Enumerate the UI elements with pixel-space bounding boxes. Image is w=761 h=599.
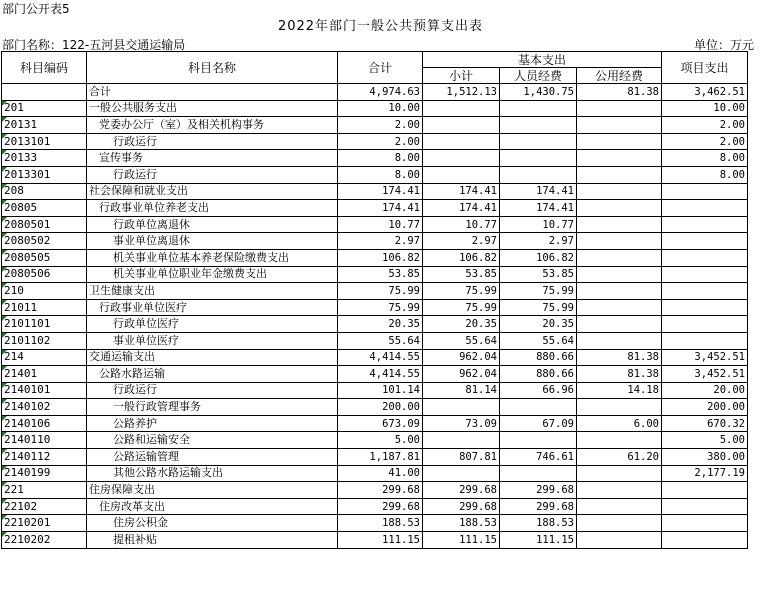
cell-project: 3,452.51 (662, 349, 748, 366)
cell-name: 住房公积金 (87, 515, 338, 532)
cell-code (2, 498, 87, 515)
cell-subtotal: 962.04 (423, 366, 500, 383)
cell-public: 81.38 (577, 366, 662, 383)
cell-total: 5.00 (338, 432, 423, 449)
cell-code-text: 2013301 (4, 167, 51, 181)
cell-marker-icon (2, 333, 7, 338)
cell-marker-icon (2, 515, 7, 520)
cell-code (2, 84, 87, 101)
header-total: 合计 (338, 52, 423, 84)
cell-code (2, 432, 87, 449)
cell-name: 合计 (87, 84, 338, 101)
cell-marker-icon (2, 300, 7, 305)
cell-subtotal (423, 399, 500, 416)
cell-personnel: 20.35 (500, 316, 577, 333)
cell-total: 75.99 (338, 299, 423, 316)
cell-subtotal: 1,512.13 (423, 84, 500, 101)
cell-marker-icon (2, 233, 7, 238)
cell-personnel (500, 100, 577, 117)
cell-marker-icon (2, 350, 7, 355)
table-row (2, 415, 748, 432)
table-row (2, 382, 748, 399)
table-row (2, 498, 748, 515)
cell-public (577, 150, 662, 167)
cell-subtotal: 73.09 (423, 415, 500, 432)
cell-subtotal: 2.97 (423, 233, 500, 250)
header-public: 公用经费 (577, 68, 662, 84)
cell-subtotal: 174.41 (423, 183, 500, 200)
table-row (2, 299, 748, 316)
cell-name: 社会保障和就业支出 (87, 183, 338, 200)
cell-public (577, 283, 662, 300)
cell-total: 55.64 (338, 332, 423, 349)
cell-code (2, 249, 87, 266)
cell-name: 住房保障支出 (87, 482, 338, 499)
table-row (2, 349, 748, 366)
cell-project: 3,462.51 (662, 84, 748, 101)
cell-total: 174.41 (338, 183, 423, 200)
cell-total: 41.00 (338, 465, 423, 482)
cell-name: 事业单位医疗 (87, 332, 338, 349)
table-row (2, 249, 748, 266)
cell-total: 106.82 (338, 249, 423, 266)
cell-subtotal (423, 150, 500, 167)
cell-personnel (500, 117, 577, 134)
cell-name: 提租补贴 (87, 532, 338, 549)
cell-code-text: 21011 (4, 300, 38, 314)
header-code: 科目编码 (2, 52, 87, 84)
cell-project: 380.00 (662, 449, 748, 466)
cell-code (2, 316, 87, 333)
cell-project (662, 183, 748, 200)
cell-public (577, 332, 662, 349)
cell-name: 行政运行 (87, 133, 338, 150)
cell-personnel: 75.99 (500, 283, 577, 300)
cell-code-text: 2080502 (4, 234, 51, 248)
cell-personnel (500, 133, 577, 150)
cell-public: 81.38 (577, 349, 662, 366)
cell-code-text: 2140112 (4, 449, 51, 463)
cell-code-text: 2080506 (4, 267, 51, 281)
cell-name: 住房改革支出 (87, 498, 338, 515)
header-name: 科目名称 (87, 52, 338, 84)
table-row (2, 332, 748, 349)
cell-subtotal: 299.68 (423, 498, 500, 515)
table-row (2, 316, 748, 333)
cell-total: 53.85 (338, 266, 423, 283)
cell-marker-icon (2, 101, 7, 106)
header-project: 项目支出 (662, 52, 748, 84)
table-row (2, 399, 748, 416)
cell-name: 公路和运输安全 (87, 432, 338, 449)
cell-code-text: 2210202 (4, 532, 51, 546)
cell-marker-icon (2, 366, 7, 371)
cell-project (662, 283, 748, 300)
cell-marker-icon (2, 200, 7, 205)
cell-code-text: 210 (4, 283, 24, 297)
table-row (2, 233, 748, 250)
cell-project (662, 482, 748, 499)
cell-public (577, 233, 662, 250)
cell-name: 其他公路水路运输支出 (87, 465, 338, 482)
cell-public (577, 482, 662, 499)
cell-public (577, 316, 662, 333)
cell-personnel: 67.09 (500, 415, 577, 432)
table-row (2, 465, 748, 482)
cell-subtotal: 962.04 (423, 349, 500, 366)
cell-marker-icon (2, 117, 7, 122)
cell-project: 8.00 (662, 150, 748, 167)
cell-personnel: 53.85 (500, 266, 577, 283)
cell-marker-icon (2, 283, 7, 288)
cell-code-text: 2140106 (4, 416, 51, 430)
cell-subtotal: 111.15 (423, 532, 500, 549)
cell-code-text: 21401 (4, 366, 38, 380)
cell-code (2, 299, 87, 316)
cell-personnel: 111.15 (500, 532, 577, 549)
cell-name: 行政事业单位医疗 (87, 299, 338, 316)
cell-marker-icon (2, 184, 7, 189)
table-body (2, 84, 748, 549)
cell-name: 一般行政管理事务 (87, 399, 338, 416)
cell-project: 2.00 (662, 133, 748, 150)
cell-project (662, 249, 748, 266)
cell-code (2, 100, 87, 117)
cell-total: 299.68 (338, 482, 423, 499)
cell-personnel: 75.99 (500, 299, 577, 316)
cell-code (2, 449, 87, 466)
cell-project: 200.00 (662, 399, 748, 416)
cell-marker-icon (2, 432, 7, 437)
cell-code (2, 349, 87, 366)
cell-total: 75.99 (338, 283, 423, 300)
cell-code (2, 183, 87, 200)
cell-total: 174.41 (338, 200, 423, 217)
cell-public (577, 432, 662, 449)
cell-personnel: 106.82 (500, 249, 577, 266)
cell-subtotal: 174.41 (423, 200, 500, 217)
cell-personnel: 174.41 (500, 200, 577, 217)
cell-project (662, 498, 748, 515)
cell-total: 20.35 (338, 316, 423, 333)
cell-public (577, 216, 662, 233)
cell-project (662, 532, 748, 549)
table-row (2, 266, 748, 283)
cell-subtotal: 75.99 (423, 299, 500, 316)
cell-code (2, 415, 87, 432)
table-row (2, 166, 748, 183)
cell-personnel: 2.97 (500, 233, 577, 250)
cell-project: 20.00 (662, 382, 748, 399)
cell-code-text: 2210201 (4, 516, 51, 530)
cell-marker-icon (2, 267, 7, 272)
cell-code-text: 22102 (4, 499, 38, 513)
department-name: 部门名称：122-五河县交通运输局 (2, 38, 186, 52)
cell-marker-icon (2, 532, 7, 537)
cell-personnel: 299.68 (500, 498, 577, 515)
table-row (2, 100, 748, 117)
cell-public (577, 200, 662, 217)
cell-personnel (500, 465, 577, 482)
cell-project: 8.00 (662, 166, 748, 183)
cell-total: 111.15 (338, 532, 423, 549)
cell-personnel: 880.66 (500, 349, 577, 366)
cell-personnel: 55.64 (500, 332, 577, 349)
cell-name: 公路水路运输 (87, 366, 338, 383)
cell-code (2, 482, 87, 499)
cell-total: 101.14 (338, 382, 423, 399)
cell-subtotal (423, 133, 500, 150)
cell-code-text: 20131 (4, 117, 38, 131)
cell-name: 公路养护 (87, 415, 338, 432)
report-title: 2022年部门一般公共预算支出表 (277, 19, 484, 34)
cell-project: 2.00 (662, 117, 748, 134)
cell-name: 行政运行 (87, 382, 338, 399)
cell-code (2, 283, 87, 300)
cell-name: 交通运输支出 (87, 349, 338, 366)
cell-personnel (500, 399, 577, 416)
cell-personnel: 299.68 (500, 482, 577, 499)
cell-public: 81.38 (577, 84, 662, 101)
cell-total: 4,414.55 (338, 366, 423, 383)
cell-total: 200.00 (338, 399, 423, 416)
cell-public (577, 183, 662, 200)
cell-name: 党委办公厅（室）及相关机构事务 (87, 117, 338, 134)
cell-code (2, 216, 87, 233)
cell-personnel: 10.77 (500, 216, 577, 233)
table-row (2, 84, 748, 101)
cell-code-text: 20805 (4, 200, 38, 214)
cell-code (2, 150, 87, 167)
cell-project (662, 332, 748, 349)
cell-code-text: 2140101 (4, 383, 51, 397)
table-row (2, 482, 748, 499)
table-row (2, 366, 748, 383)
cell-marker-icon (2, 499, 7, 504)
cell-code-text: 2140199 (4, 466, 51, 480)
cell-marker-icon (2, 134, 7, 139)
cell-project (662, 216, 748, 233)
cell-marker-icon (2, 250, 7, 255)
cell-subtotal: 75.99 (423, 283, 500, 300)
cell-personnel: 188.53 (500, 515, 577, 532)
cell-code (2, 399, 87, 416)
cell-public: 61.20 (577, 449, 662, 466)
cell-subtotal: 299.68 (423, 482, 500, 499)
cell-personnel: 1,430.75 (500, 84, 577, 101)
cell-total: 673.09 (338, 415, 423, 432)
cell-subtotal (423, 465, 500, 482)
cell-public (577, 399, 662, 416)
cell-marker-icon (2, 150, 7, 155)
cell-code-text: 221 (4, 483, 24, 497)
table-row (2, 283, 748, 300)
table-row (2, 133, 748, 150)
cell-subtotal: 20.35 (423, 316, 500, 333)
cell-total: 10.77 (338, 216, 423, 233)
unit-label: 单位：万元 (693, 38, 754, 52)
table-row (2, 216, 748, 233)
cell-total: 299.68 (338, 498, 423, 515)
cell-name: 行政单位医疗 (87, 316, 338, 333)
header-subtotal: 小计 (423, 68, 500, 84)
cell-total: 2.00 (338, 117, 423, 134)
header-personnel: 人员经费 (500, 68, 577, 84)
cell-marker-icon (2, 167, 7, 172)
cell-code-text: 2080505 (4, 250, 51, 264)
cell-project: 10.00 (662, 100, 748, 117)
cell-public (577, 515, 662, 532)
cell-personnel: 880.66 (500, 366, 577, 383)
cell-name: 行政事业单位养老支出 (87, 200, 338, 217)
cell-subtotal (423, 166, 500, 183)
cell-personnel: 746.61 (500, 449, 577, 466)
cell-code-text: 2080501 (4, 217, 51, 231)
cell-code (2, 332, 87, 349)
cell-code (2, 266, 87, 283)
cell-code-text: 2140102 (4, 400, 51, 414)
cell-project (662, 233, 748, 250)
cell-public (577, 166, 662, 183)
cell-public (577, 299, 662, 316)
cell-subtotal (423, 117, 500, 134)
cell-code (2, 465, 87, 482)
cell-subtotal: 53.85 (423, 266, 500, 283)
cell-project (662, 266, 748, 283)
cell-project (662, 200, 748, 217)
cell-project (662, 299, 748, 316)
table-row (2, 515, 748, 532)
cell-subtotal: 81.14 (423, 382, 500, 399)
cell-name: 机关事业单位职业年金缴费支出 (87, 266, 338, 283)
cell-public (577, 266, 662, 283)
cell-public: 14.18 (577, 382, 662, 399)
cell-personnel (500, 432, 577, 449)
cell-code-text: 20133 (4, 151, 38, 165)
cell-name: 宣传事务 (87, 150, 338, 167)
cell-code (2, 133, 87, 150)
cell-code (2, 532, 87, 549)
cell-marker-icon (2, 466, 7, 471)
cell-subtotal: 807.81 (423, 449, 500, 466)
table-row (2, 183, 748, 200)
cell-code-text: 208 (4, 184, 24, 198)
cell-name: 机关事业单位基本养老保险缴费支出 (87, 249, 338, 266)
cell-personnel: 66.96 (500, 382, 577, 399)
cell-code (2, 515, 87, 532)
table-row (2, 449, 748, 466)
cell-marker-icon (2, 416, 7, 421)
cell-personnel (500, 150, 577, 167)
cell-marker-icon (2, 217, 7, 222)
sheet-label: 部门公开表5 (2, 2, 70, 16)
cell-code (2, 117, 87, 134)
table-row (2, 432, 748, 449)
budget-table (1, 51, 748, 549)
cell-public (577, 465, 662, 482)
cell-marker-icon (2, 316, 7, 321)
cell-public (577, 117, 662, 134)
cell-name: 公路运输管理 (87, 449, 338, 466)
cell-public (577, 133, 662, 150)
header-basic-group: 基本支出 (423, 52, 662, 68)
cell-code (2, 233, 87, 250)
cell-name: 行政运行 (87, 166, 338, 183)
cell-public (577, 249, 662, 266)
cell-code (2, 382, 87, 399)
cell-code-text: 2013101 (4, 134, 51, 148)
cell-code-text: 2101102 (4, 333, 51, 347)
table-header (2, 52, 748, 84)
cell-marker-icon (2, 399, 7, 404)
cell-total: 188.53 (338, 515, 423, 532)
cell-project: 2,177.19 (662, 465, 748, 482)
cell-name: 事业单位离退休 (87, 233, 338, 250)
cell-subtotal: 188.53 (423, 515, 500, 532)
cell-public: 6.00 (577, 415, 662, 432)
cell-subtotal (423, 432, 500, 449)
cell-code-text: 2101101 (4, 317, 51, 331)
cell-subtotal: 55.64 (423, 332, 500, 349)
cell-name: 卫生健康支出 (87, 283, 338, 300)
cell-marker-icon (2, 482, 7, 487)
cell-subtotal: 10.77 (423, 216, 500, 233)
cell-project: 670.32 (662, 415, 748, 432)
cell-code-text: 214 (4, 350, 24, 364)
cell-public (577, 532, 662, 549)
cell-name: 行政单位离退休 (87, 216, 338, 233)
cell-public (577, 100, 662, 117)
cell-marker-icon (2, 449, 7, 454)
cell-total: 1,187.81 (338, 449, 423, 466)
cell-marker-icon (2, 383, 7, 388)
cell-code-text: 201 (4, 101, 24, 115)
cell-subtotal: 106.82 (423, 249, 500, 266)
cell-code (2, 366, 87, 383)
cell-public (577, 498, 662, 515)
cell-project (662, 316, 748, 333)
cell-total: 2.00 (338, 133, 423, 150)
table-row (2, 150, 748, 167)
cell-project: 3,452.51 (662, 366, 748, 383)
cell-total: 8.00 (338, 150, 423, 167)
cell-total: 4,414.55 (338, 349, 423, 366)
cell-total: 2.97 (338, 233, 423, 250)
cell-project (662, 515, 748, 532)
cell-personnel: 174.41 (500, 183, 577, 200)
table-row (2, 117, 748, 134)
cell-name: 一般公共服务支出 (87, 100, 338, 117)
cell-code (2, 166, 87, 183)
cell-total: 8.00 (338, 166, 423, 183)
cell-project: 5.00 (662, 432, 748, 449)
cell-code (2, 200, 87, 217)
cell-subtotal (423, 100, 500, 117)
table-row (2, 200, 748, 217)
cell-total: 10.00 (338, 100, 423, 117)
cell-total: 4,974.63 (338, 84, 423, 101)
table-row (2, 532, 748, 549)
cell-code-text: 2140110 (4, 433, 51, 447)
cell-personnel (500, 166, 577, 183)
